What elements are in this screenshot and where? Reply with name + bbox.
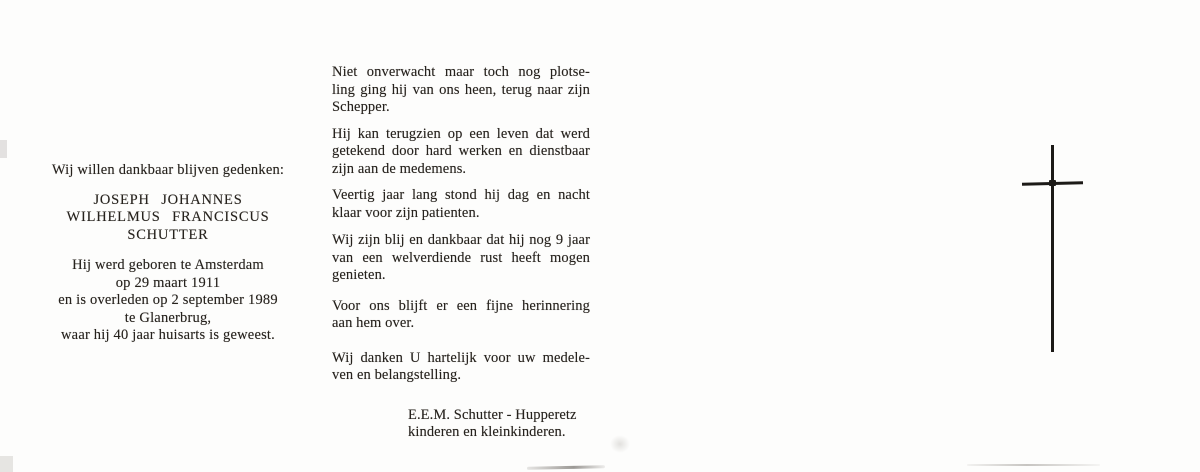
scan-artifact-edge-mark <box>0 456 13 472</box>
text-line: genieten. <box>332 267 386 283</box>
memorial-paragraph <box>332 126 590 179</box>
scan-artifact-smudge <box>610 435 630 453</box>
memorial-paragraphs <box>332 64 590 385</box>
text-line: Wij danken U hartelijk voor uw medele- <box>332 349 590 366</box>
text-line: op 29 maart 1911 <box>115 274 221 291</box>
text-line: Wij zijn blij en dankbaar dat hij nog 9 jaar <box>332 232 590 248</box>
text-line: Voor ons blijft er een fijne herinnering <box>332 297 590 314</box>
memorial-text-column <box>332 64 590 442</box>
dedication-column <box>44 162 292 345</box>
text-line: klaar voor zijn patienten. <box>332 204 480 221</box>
text-line: SCHUTTER <box>127 226 209 243</box>
text-line: E.E.M. Schutter - Hupperetz <box>408 406 577 423</box>
text-line: Hij werd geboren te Amsterdam <box>72 257 264 273</box>
life-dates <box>44 257 292 345</box>
text-line: JOSEPH JOHANNES <box>93 191 243 208</box>
signature-block <box>332 407 590 442</box>
memorial-paragraph <box>332 298 590 333</box>
text-line: Hij kan terugzien op een leven dat werd <box>332 125 590 142</box>
memorial-paragraph <box>332 232 590 285</box>
text-line: te Glanerbrug, <box>124 309 212 326</box>
text-line: ling ging hij van ons heen, terug naar zijn <box>332 81 590 98</box>
scan-artifact-scratch <box>527 465 605 470</box>
memorial-paragraph <box>332 187 590 222</box>
cross-intersection <box>1049 180 1056 186</box>
scan-artifact-edge-mark <box>0 140 7 158</box>
scan-artifact-scratch <box>967 464 1100 466</box>
text-line: en is overleden op 2 september 1989 <box>58 292 278 308</box>
text-line: Niet onverwacht maar toch nog plotse- <box>332 64 590 80</box>
cross-vertical-bar <box>1051 145 1054 352</box>
memorial-paragraph <box>332 64 590 117</box>
text-line: getekend door hard werken en dienstbaar <box>332 143 590 159</box>
text-line: WILHELMUS FRANCISCUS <box>66 209 270 225</box>
dedication-intro: Wij willen dankbaar blijven gedenken: <box>51 162 285 178</box>
memorial-paragraph <box>332 350 590 385</box>
text-line: van een welverdiende rust heeft mogen <box>332 249 590 266</box>
text-line: kinderen en kleinkinderen. <box>408 424 566 440</box>
text-line: aan hem over. <box>332 315 415 331</box>
text-line: waar hij 40 jaar huisarts is geweest. <box>61 327 275 343</box>
text-line: zijn aan de medemens. <box>332 160 467 177</box>
text-line: Schepper. <box>332 99 390 115</box>
text-line: Veertig jaar lang stond hij dag en nacht <box>332 187 590 203</box>
deceased-name <box>44 192 292 245</box>
text-line: ven en belangstelling. <box>332 367 462 383</box>
